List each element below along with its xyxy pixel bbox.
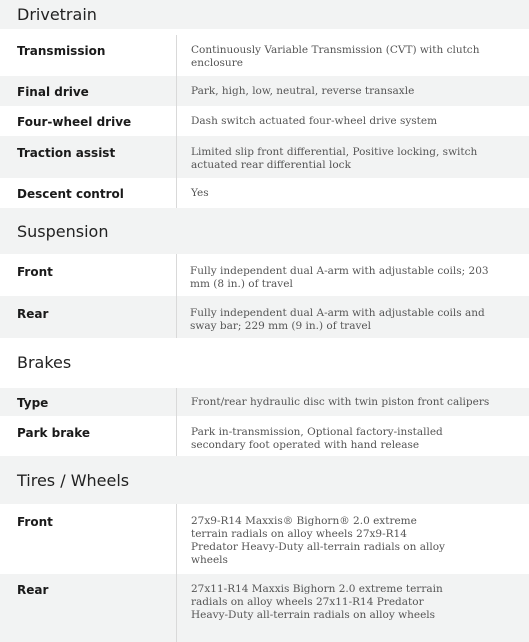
- spec-label: Four-wheel drive: [17, 115, 132, 129]
- spec-label: Transmission: [17, 44, 106, 58]
- column-divider: [176, 388, 177, 416]
- column-divider: [176, 504, 177, 574]
- spec-value: Fully independent dual A-arm with adjustable coils and sway bar; 229 mm (9 in.) of travel: [190, 307, 485, 332]
- spec-label: Rear: [17, 583, 49, 597]
- spec-label: Rear: [17, 307, 49, 321]
- spec-value: Limited slip front differential, Positive locking, switch actuated rear differential lock: [191, 146, 478, 171]
- column-divider: [176, 136, 177, 178]
- spec-value: 27x11-R14 Maxxis Bighorn 2.0 extreme terrain radials on alloy wheels 27x11-R14 Predator Heavy-Duty all-terrain radials on alloy wheels: [191, 583, 443, 621]
- spec-value: Park, high, low, neutral, reverse transaxle: [191, 85, 415, 97]
- spec-row-rear-suspension: [0, 296, 529, 338]
- column-divider: [176, 296, 177, 338]
- spec-row-final-drive: [0, 76, 529, 106]
- spec-value: Yes: [191, 187, 209, 199]
- column-divider: [176, 574, 177, 642]
- column-divider: [176, 76, 177, 106]
- column-divider: [176, 416, 177, 456]
- spec-label: Park brake: [17, 426, 91, 440]
- section-heading-brakes: Brakes: [0, 338, 529, 386]
- spec-row-front-suspension: [0, 254, 529, 296]
- section-heading-suspension: Suspension: [0, 208, 529, 254]
- spec-value: Front/rear hydraulic disc with twin piston front calipers: [191, 396, 490, 408]
- spec-row-rear-tires: [0, 574, 529, 642]
- spec-row-four-wheel-drive: [0, 106, 529, 136]
- section-heading-tires-wheels: Tires / Wheels: [0, 456, 529, 504]
- column-divider: [176, 254, 177, 296]
- spec-label: Type: [17, 396, 49, 410]
- spec-row-brake-type: [0, 388, 529, 416]
- section-heading-drivetrain: Drivetrain: [0, 0, 529, 29]
- spec-row-descent-control: [0, 178, 529, 208]
- spec-row-park-brake: [0, 416, 529, 456]
- spec-label: Front: [17, 265, 53, 279]
- spec-value: 27x9-R14 Maxxis® Bighorn® 2.0 extreme terrain radials on alloy wheels 27x9-R14 Predator Heavy-Duty all-terrain radials on alloy wheels: [191, 515, 445, 566]
- spec-value: Park in-transmission, Optional factory-installed secondary foot operated with hand release: [191, 426, 443, 451]
- spec-row-transmission: [0, 35, 529, 76]
- spec-label: Front: [17, 515, 53, 529]
- column-divider: [176, 35, 177, 76]
- spec-row-traction-assist: [0, 136, 529, 178]
- spec-label: Descent control: [17, 187, 124, 201]
- spec-value: Fully independent dual A-arm with adjustable coils; 203 mm (8 in.) of travel: [190, 265, 489, 290]
- spec-label: Traction assist: [17, 146, 116, 160]
- column-divider: [176, 106, 177, 136]
- column-divider: [176, 178, 177, 208]
- spec-value: Dash switch actuated four-wheel drive system: [191, 115, 438, 127]
- spec-label: Final drive: [17, 85, 89, 99]
- spec-row-front-tires: [0, 504, 529, 574]
- spec-value: Continuously Variable Transmission (CVT) with clutch enclosure: [191, 44, 480, 69]
